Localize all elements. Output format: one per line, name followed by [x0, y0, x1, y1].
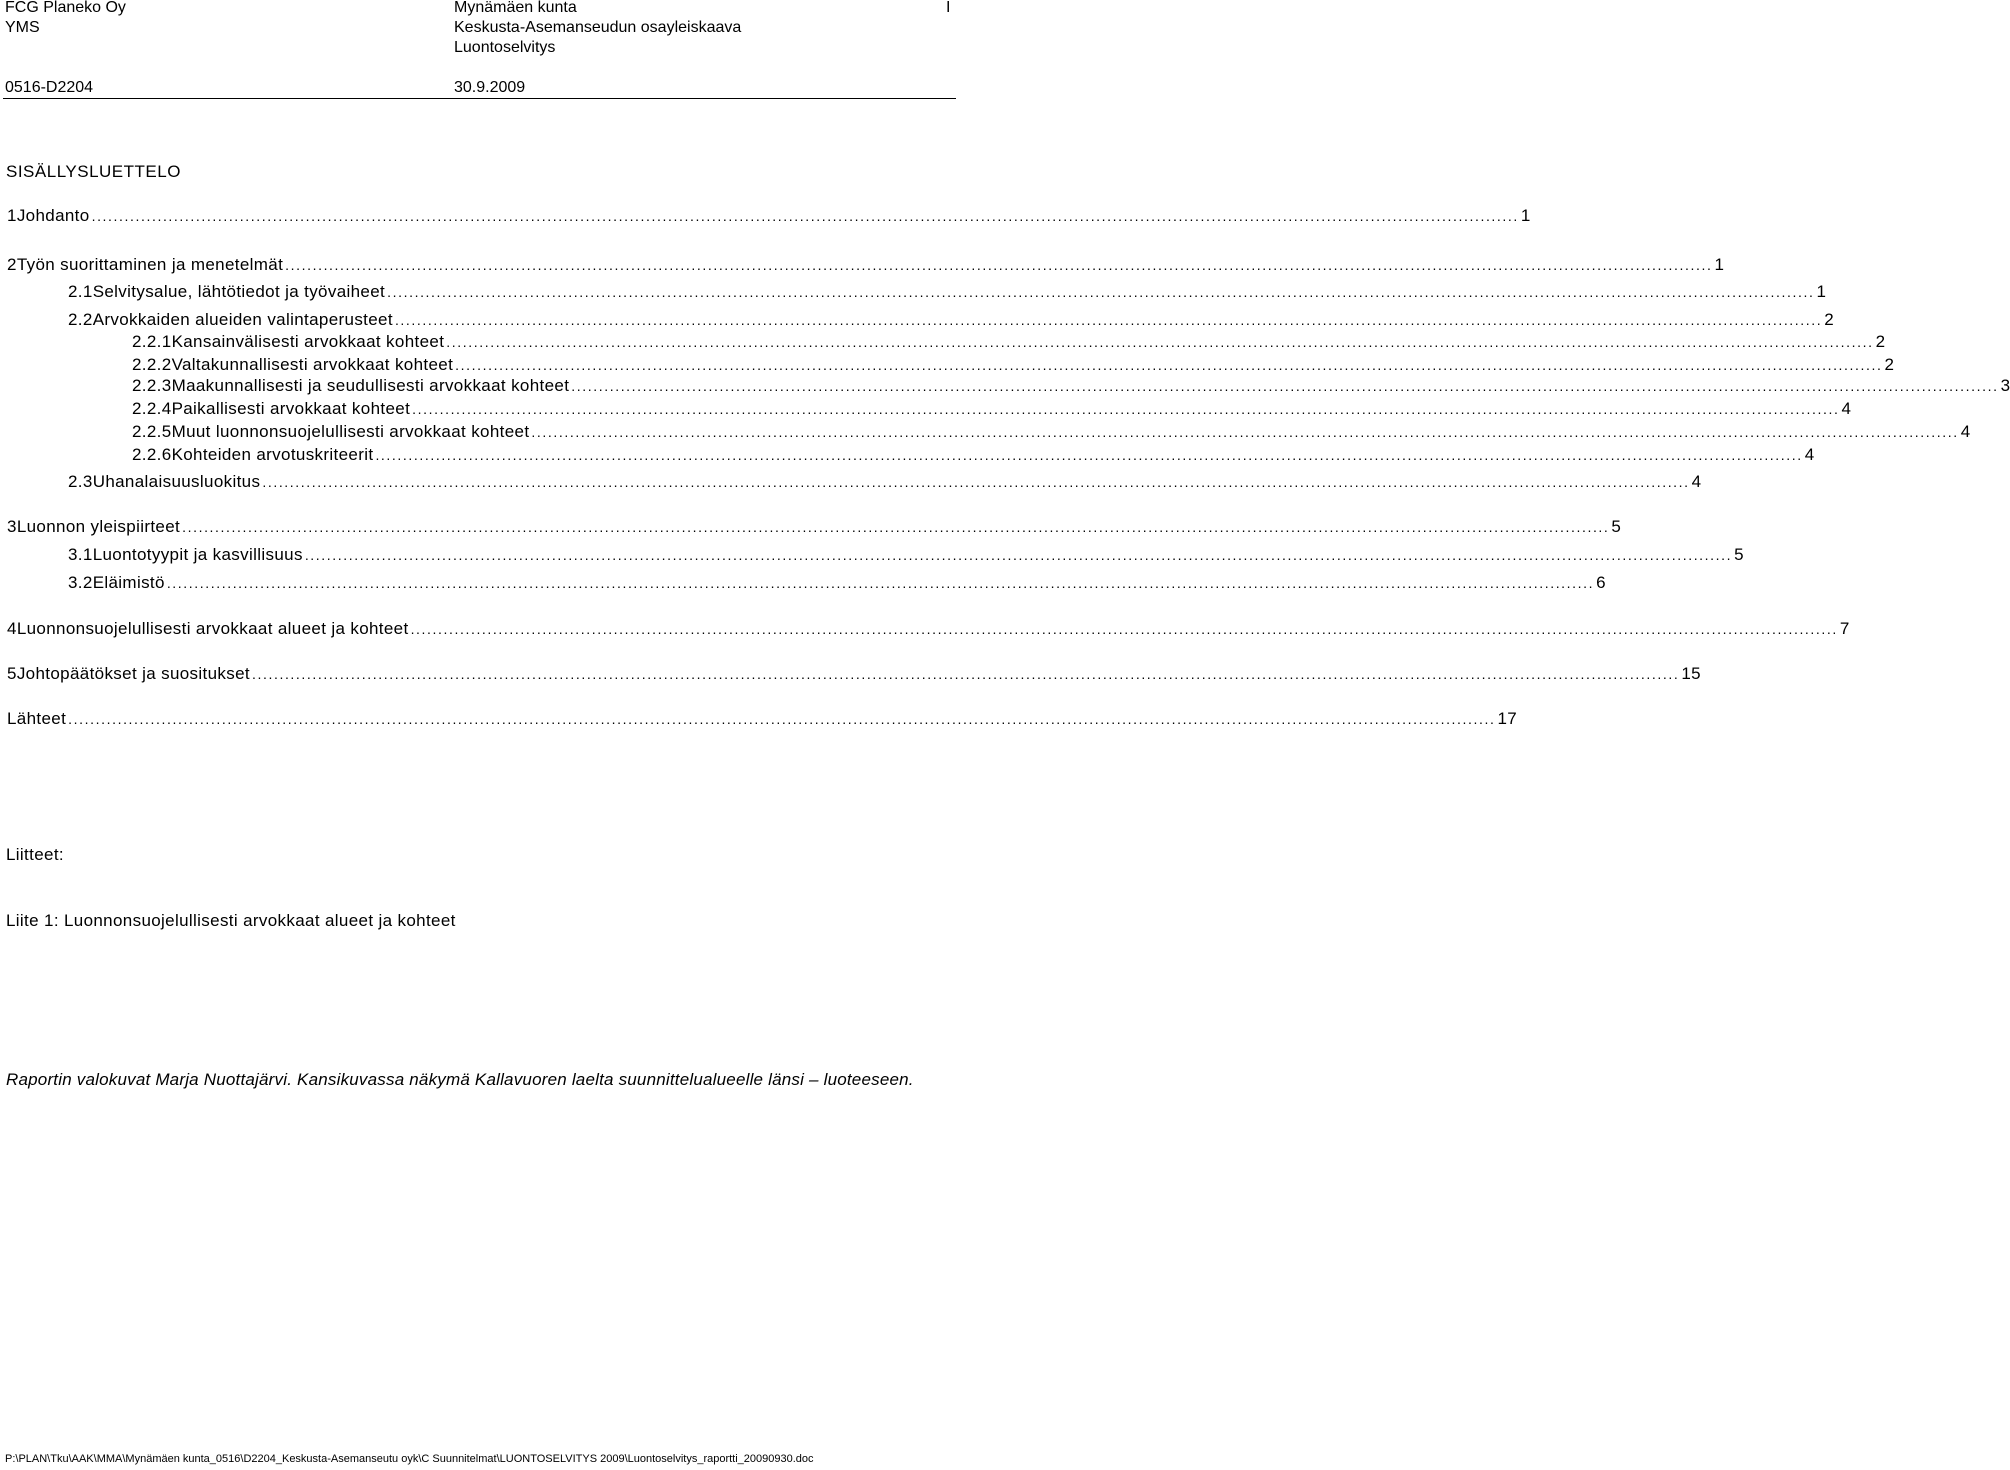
- toc-entry-title: Valtakunnallisesti arvokkaat kohteet: [171, 355, 454, 374]
- toc-entry-number: 2.2.4: [132, 399, 172, 418]
- dot-leader: ....................................................................................................................................................................................................................................................................: [387, 284, 1815, 300]
- toc-entry-number: 3: [7, 517, 17, 536]
- toc-entry-number: 3.1: [68, 545, 93, 564]
- toc-entry[interactable]: [68, 310, 1835, 332]
- toc-entry-page: 2: [1884, 355, 1895, 374]
- toc-entry-number: 2.2.6: [132, 445, 172, 464]
- file-path-footer: P:\PLAN\Tku\AAK\MMA\Mynämäen kunta_0516\D2204_Keskusta-Asemanseutu oyk\C Suunnitelmat\LUONTOSELVITYS 2009\Luontoselvitys_raportti_20090930.doc: [5, 1453, 814, 1465]
- photo-caption: Raportin valokuvat Marja Nuottajärvi. Kansikuvassa näkymä Kallavuoren laelta suunnittelualueelle länsi – luoteeseen.: [6, 1070, 914, 1089]
- toc-entry-title: Arvokkaiden alueiden valintaperusteet: [92, 310, 393, 329]
- toc-entry-page: 4: [1960, 422, 1971, 441]
- document-date: 30.9.2009: [454, 79, 526, 96]
- dot-leader: ....................................................................................................................................................................................................................................................................: [410, 621, 1838, 637]
- toc-entry[interactable]: [7, 619, 1850, 641]
- toc-entry-number: 2: [7, 255, 17, 274]
- toc-entry-number: 2.2.3: [132, 376, 172, 395]
- toc-entry[interactable]: [7, 517, 1622, 539]
- header-rule: [3, 98, 956, 99]
- toc-entry-title: Luonnon yleispiirteet: [16, 517, 181, 536]
- dot-leader: ....................................................................................................................................................................................................................................................................: [571, 378, 1999, 394]
- toc-entry-title: Johtopäätökset ja suositukset: [16, 664, 250, 683]
- toc-title: SISÄLLYSLUETTELO: [6, 162, 181, 181]
- toc-entry-page: 1: [1714, 255, 1725, 274]
- dot-leader: ....................................................................................................................................................................................................................................................................: [455, 357, 1883, 373]
- toc-entry[interactable]: [7, 709, 1518, 731]
- dot-leader: ....................................................................................................................................................................................................................................................................: [68, 711, 1496, 727]
- toc-entry-title: Paikallisesti arvokkaat kohteet: [171, 399, 411, 418]
- dot-leader: ....................................................................................................................................................................................................................................................................: [91, 208, 1519, 224]
- dot-leader: ....................................................................................................................................................................................................................................................................: [252, 666, 1680, 682]
- toc-entry-title: Luonnonsuojelullisesti arvokkaat alueet ja kohteet: [16, 619, 409, 638]
- dot-leader: ....................................................................................................................................................................................................................................................................: [182, 519, 1610, 535]
- toc-entry[interactable]: [7, 664, 1701, 686]
- toc-entry-page: 17: [1497, 709, 1518, 728]
- dot-leader: ....................................................................................................................................................................................................................................................................: [531, 424, 1959, 440]
- appendices-label: Liitteet:: [6, 845, 64, 864]
- dot-leader: ....................................................................................................................................................................................................................................................................: [285, 257, 1713, 273]
- toc-entry-number: 2.2.1: [132, 332, 172, 351]
- toc-entry[interactable]: [68, 573, 1606, 595]
- toc-entry[interactable]: [68, 545, 1744, 567]
- dot-leader: ....................................................................................................................................................................................................................................................................: [394, 312, 1823, 328]
- toc-entry-page: 1: [1816, 282, 1827, 301]
- toc-entry-page: 5: [1734, 545, 1744, 564]
- toc-entry-title: Selvitysalue, lähtötiedot ja työvaiheet: [92, 282, 386, 301]
- dot-leader: ....................................................................................................................................................................................................................................................................: [304, 547, 1733, 563]
- toc-entry-number: 2.3: [68, 472, 93, 491]
- toc-entry-number: 2.1: [68, 282, 93, 301]
- toc-entry-page: 6: [1596, 573, 1606, 592]
- toc-entry-page: 4: [1841, 399, 1852, 418]
- toc-entry-title: Lähteet: [7, 709, 67, 728]
- toc-entry-number: 5: [7, 664, 17, 683]
- toc-entry[interactable]: [7, 255, 1725, 277]
- toc-entry-number: 3.2: [68, 573, 93, 592]
- toc-entry-title: Eläimistö: [92, 573, 165, 592]
- toc-entry[interactable]: [68, 472, 1702, 494]
- toc-entry-number: 2.2: [68, 310, 93, 329]
- toc-entry[interactable]: [7, 206, 1531, 228]
- report-name: Luontoselvitys: [454, 39, 556, 56]
- dot-leader: ....................................................................................................................................................................................................................................................................: [375, 447, 1803, 463]
- department: YMS: [5, 19, 40, 36]
- toc-entry-title: Kansainvälisesti arvokkaat kohteet: [171, 332, 445, 351]
- toc-entry-page: 4: [1804, 445, 1815, 464]
- dot-leader: ....................................................................................................................................................................................................................................................................: [412, 401, 1840, 417]
- toc-entry-page: 2: [1875, 332, 1886, 351]
- toc-entry-number: 1: [7, 206, 17, 225]
- toc-entry-number: 2.2.2: [132, 355, 172, 374]
- client-name: Mynämäen kunta: [454, 0, 577, 16]
- toc-entry-title: Kohteiden arvotuskriteerit: [171, 445, 374, 464]
- toc-entry-page: 1: [1520, 206, 1531, 225]
- toc-entry[interactable]: [132, 355, 1895, 377]
- dot-leader: ....................................................................................................................................................................................................................................................................: [166, 575, 1595, 591]
- toc-entry[interactable]: [132, 445, 1815, 467]
- toc-entry-title: Työn suorittaminen ja menetelmät: [16, 255, 284, 274]
- toc-entry-page: 7: [1839, 619, 1850, 638]
- page-number: I: [946, 0, 951, 16]
- dot-leader: ....................................................................................................................................................................................................................................................................: [446, 334, 1874, 350]
- toc-entry-title: Johdanto: [16, 206, 90, 225]
- toc-entry-page: 2: [1824, 310, 1835, 329]
- dot-leader: ....................................................................................................................................................................................................................................................................: [262, 474, 1690, 490]
- toc-entry-title: Luontotyypit ja kasvillisuus: [92, 545, 303, 564]
- project-code: 0516-D2204: [5, 79, 94, 96]
- toc-entry-title: Muut luonnonsuojelullisesti arvokkaat kohteet: [171, 422, 530, 441]
- toc-entry-number: 4: [7, 619, 17, 638]
- toc-entry-page: 3: [2000, 376, 2010, 395]
- toc-entry-page: 15: [1681, 664, 1701, 683]
- toc-entry[interactable]: [68, 282, 1827, 304]
- toc-entry[interactable]: [132, 422, 1971, 444]
- toc-entry-title: Maakunnallisesti ja seudullisesti arvokkaat kohteet: [171, 376, 570, 395]
- company-name: FCG Planeko Oy: [5, 0, 126, 16]
- plan-name: Keskusta-Asemanseudun osayleiskaava: [454, 19, 742, 36]
- toc-entry[interactable]: [132, 332, 1886, 354]
- appendix-item: Liite 1: Luonnonsuojelullisesti arvokkaat alueet ja kohteet: [6, 911, 456, 930]
- toc-entry[interactable]: [132, 376, 2010, 398]
- toc-entry-page: 5: [1611, 517, 1622, 536]
- toc-entry[interactable]: [132, 399, 1852, 421]
- toc-entry-page: 4: [1691, 472, 1702, 491]
- toc-entry-title: Uhanalaisuusluokitus: [92, 472, 261, 491]
- toc-entry-number: 2.2.5: [132, 422, 172, 441]
